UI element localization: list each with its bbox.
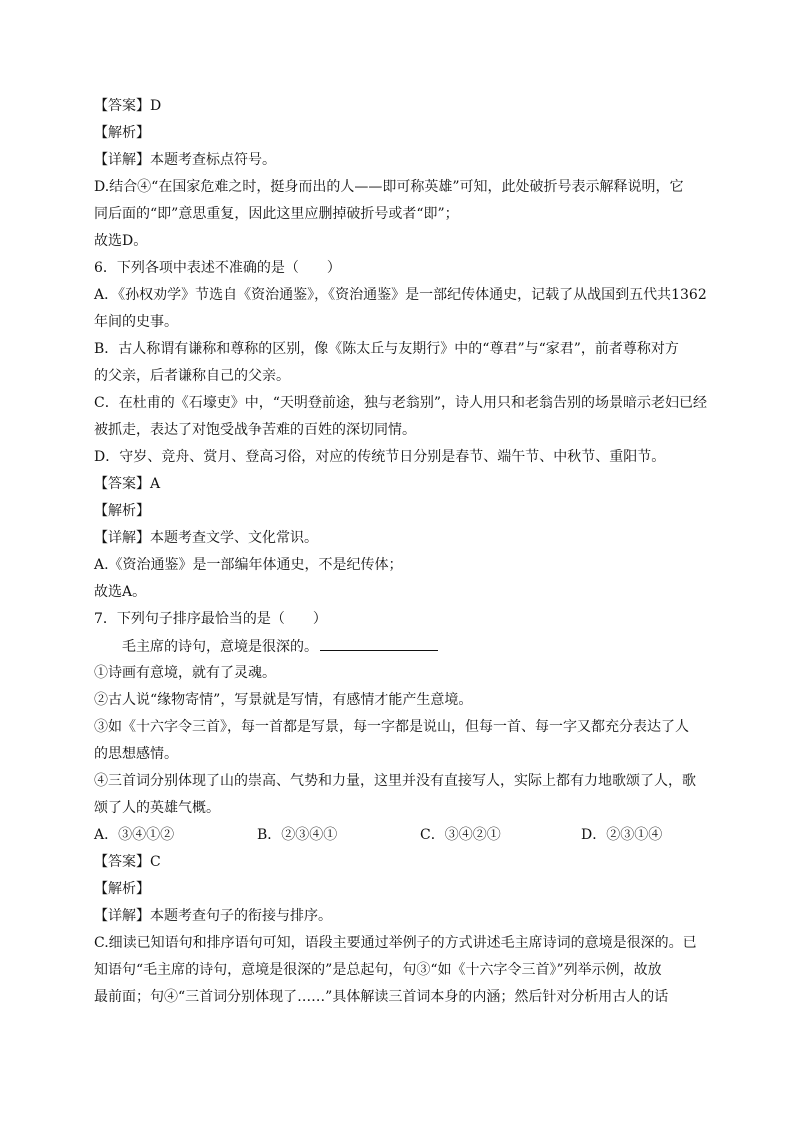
detail-label: 【详解】本题考查标点符号。 xyxy=(94,152,276,168)
option-line: 的父亲，后者谦称自己的父亲。 xyxy=(94,368,290,384)
option-line: A．《孙权劝学》节选自《资治通鉴》，《资治通鉴》是一部纪传体通史，记载了从战国到五代共1362 xyxy=(94,287,707,303)
sentence-line: 颂了人的英雄气概。 xyxy=(94,800,220,816)
analysis-label: 【解析】 xyxy=(94,125,150,141)
sentence-line: ④三首词分别体现了山的崇高、气势和力量，这里并没有直接写人，实际上都有力地歌颂了人，歌 xyxy=(94,773,696,789)
detail-label: 【详解】本题考查句子的衔接与排序。 xyxy=(94,908,332,924)
analysis-label: 【解析】 xyxy=(94,503,150,519)
answer-label: 【答案】C xyxy=(94,854,161,870)
answer-blank xyxy=(320,633,438,651)
detail-label: 【详解】本题考查文学、文化常识。 xyxy=(94,530,318,546)
explanation-line: 知语句“毛主席的诗句，意境是很深的”是总起句，句③“如《十六字令三首》”列举示例，故放 xyxy=(94,962,662,978)
answer-label: 【答案】D xyxy=(94,98,162,114)
option-line: C．在杜甫的《石壕吏》中，“天明登前途，独与老翁别”，诗人用只和老翁告别的场景暗示老妇已经 xyxy=(94,395,708,411)
conclusion-line: 故选D。 xyxy=(94,233,148,249)
option-line: B．古人称谓有谦称和尊称的区别，像《陈太丘与友期行》中的“尊君”与“家君”，前者尊称对方 xyxy=(94,341,679,357)
analysis-label: 【解析】 xyxy=(94,881,150,897)
sentence-line: ①诗画有意境，就有了灵魂。 xyxy=(94,665,276,681)
question-stem: 7．下列句子排序最恰当的是（ ） xyxy=(94,611,327,627)
choice-d: D．②③①④ xyxy=(581,827,663,843)
choice-c: C．③④②① xyxy=(420,827,501,843)
sentence-line: 的思想感情。 xyxy=(94,746,178,762)
sentence-line: ②古人说“缘物寄情”，写景就是写情，有感情才能产生意境。 xyxy=(94,692,473,708)
sentence-line: ③如《十六字令三首》，每一首都是写景，每一字都是说山，但每一首、每一字又都充分表达了人 xyxy=(94,719,689,735)
question-stem: 6．下列各项中表述不准确的是（ ） xyxy=(94,260,341,276)
option-line: 被抓走，表达了对饱受战争苦难的百姓的深切同情。 xyxy=(94,422,416,438)
conclusion-line: 故选A。 xyxy=(94,584,147,600)
option-line: 年间的史事。 xyxy=(94,314,178,330)
explanation-line: 同后面的“即”意思重复，因此这里应删掉破折号或者“即”； xyxy=(94,206,459,222)
choices-row xyxy=(94,822,704,849)
document-page xyxy=(94,93,708,1011)
answer-label: 【答案】A xyxy=(94,476,161,492)
prompt-line xyxy=(94,633,704,660)
explanation-line: 最前面；句④“三首词分别体现了……”具体解读三首词本身的内涵；然后针对分析用古人的话 xyxy=(94,989,669,1005)
option-line: D．守岁、竞舟、赏月、登高习俗，对应的传统节日分别是春节、端午节、中秋节、重阳节。 xyxy=(94,449,666,465)
prompt-text: 毛主席的诗句，意境是很深的。 xyxy=(122,639,318,655)
choice-b: B．②③④① xyxy=(257,827,338,843)
explanation-line: A.《资治通鉴》是一部编年体通史，不是纪传体； xyxy=(94,557,403,573)
explanation-line: D.结合④“在国家危难之时，挺身而出的人——即可称英雄”可知，此处破折号表示解释说明，它 xyxy=(94,179,684,195)
choice-a: A．③④①② xyxy=(94,827,175,843)
explanation-line: C.细读已知语句和排序语句可知，语段主要通过举例子的方式讲述毛主席诗词的意境是很深的。已 xyxy=(94,935,697,951)
